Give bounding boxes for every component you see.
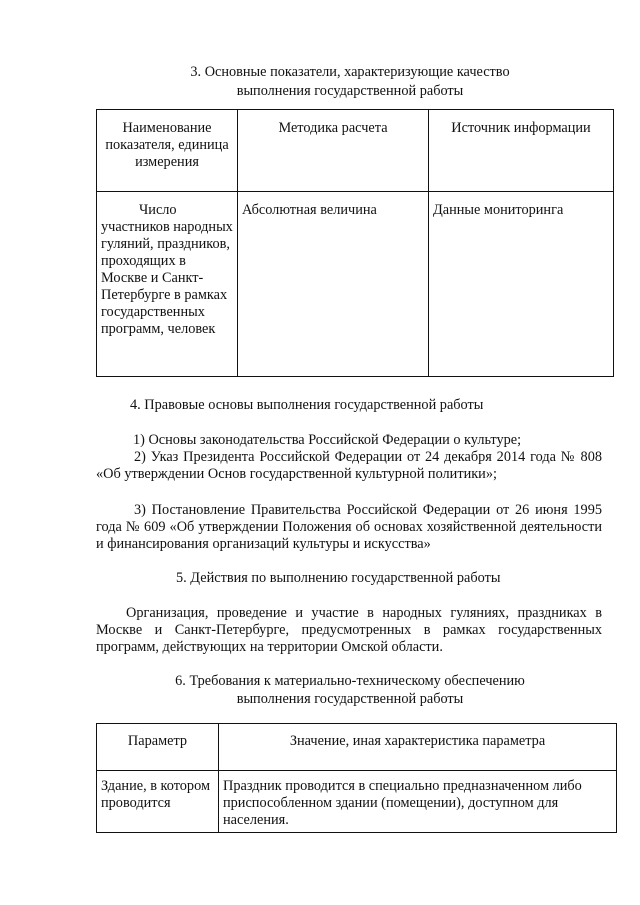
- cell-method: Абсолютная величина: [238, 192, 429, 377]
- section5-text: Организация, проведение и участие в народных гуляниях, праздниках в Москве и Санкт-Петербурге, предусмотренных в рамках государственных программ, действующих на территории Омской области.: [96, 605, 602, 655]
- requirements-table: [96, 723, 617, 833]
- section4-item-1: 1) Основы законодательства Российской Федерации о культуре;: [133, 432, 522, 448]
- header-indicator-name: Наименование показателя, единица измерения: [97, 110, 238, 192]
- table-row: [97, 192, 614, 377]
- section3-heading: [60, 64, 640, 100]
- section5-title: 5. Действия по выполнению государственной работы: [176, 570, 501, 586]
- section6-heading: [60, 673, 640, 708]
- section6-title-line1: 6. Требования к материально-техническому обеспечению: [175, 673, 525, 689]
- header-value: Значение, иная характеристика параметра: [219, 724, 617, 771]
- section4-item-3: 3) Постановление Правительства Российской Федерации от 26 июня 1995 года № 609 «Об утверждении Положения об основах хозяйственной деятельности и финансирования организаций культуры и искусства»: [96, 502, 602, 552]
- section3-title-line1: 3. Основные показатели, характеризующие качество: [190, 64, 510, 80]
- section6-title-line2: выполнения государственной работы: [236, 691, 464, 707]
- section3-title-line2: выполнения государственной работы: [236, 83, 464, 99]
- table-header-row: [97, 110, 614, 192]
- cell-parameter: Здание, в котором проводится: [97, 771, 219, 833]
- header-parameter: Параметр: [97, 724, 219, 771]
- cell-source: Данные мониторинга: [429, 192, 614, 377]
- section4-item-2: 2) Указ Президента Российской Федерации от 24 декабря 2014 года № 808 «Об утверждении Основ государственной культурной политики»;: [96, 449, 602, 482]
- table-row: [97, 771, 617, 833]
- cell-value: Праздник проводится в специально предназначенном либо приспособленном здании (помещении), доступном для населения.: [219, 771, 617, 833]
- header-source: Источник информации: [429, 110, 614, 192]
- table-header-row: [97, 724, 617, 771]
- cell-indicator-name: Число участников народных гуляний, праздников, проходящих в Москве и Санкт-Петербурге в рамках государственных программ, человек: [97, 192, 238, 377]
- header-method: Методика расчета: [238, 110, 429, 192]
- indicators-table: [96, 109, 614, 377]
- section4-title: 4. Правовые основы выполнения государственной работы: [130, 397, 484, 413]
